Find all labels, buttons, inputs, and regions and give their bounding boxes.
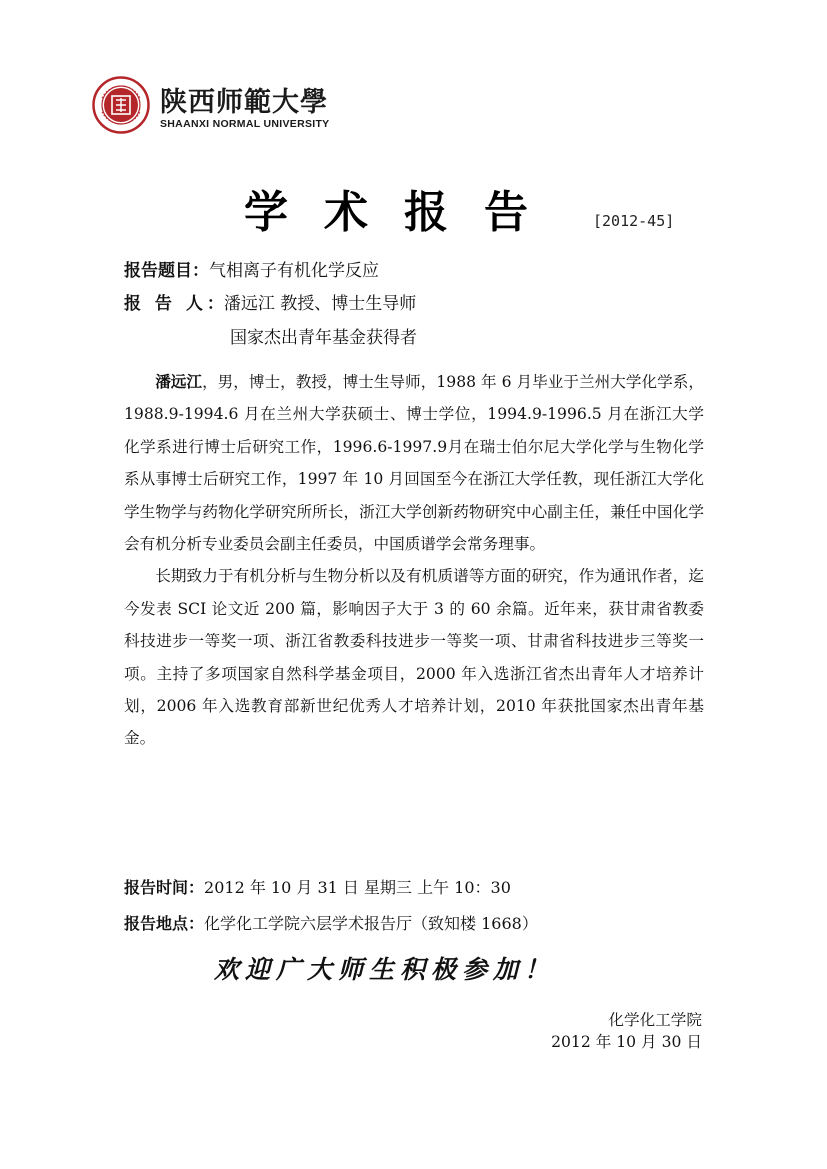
speaker-value: 潘远江 教授、博士生导师 <box>223 294 417 314</box>
time-line: 报告时间：2012 年 10 月 31 日 星期三 上午 10：30 <box>124 878 511 897</box>
time-value: 2012 年 10 月 31 日 星期三 上午 10：30 <box>204 878 511 897</box>
report-number: [2012-45] <box>593 212 675 230</box>
signature-date: 2012 年 10 月 30 日 <box>551 1033 702 1051</box>
bio-paragraph-2: 长期致力于有机分析与生物分析以及有机质谱等方面的研究，作为通讯作者，迄今发表 SCI 论文近 200 篇，影响因子大于 3 的 60 余篇。近年来，获甘肃省教委科技进步一等奖一项、浙江省教委科技进步一等奖一项、甘肃省科技进步三等奖一项。主持了多项国家自然科学基金项目，2000 年入选浙江省杰出青年人才培养计划，2006 年入选教育部新世纪优秀人才培养计划，2010 年获批国家杰出青年基金。 <box>124 567 704 748</box>
page-title: 学术报告 <box>244 187 564 238</box>
speaker-label: 报 告 人 <box>124 294 207 314</box>
speaker-line: 报 告 人：潘远江 教授、博士生导师 <box>124 294 417 314</box>
university-seal-icon <box>92 76 150 134</box>
topic-line: 报告题目：气相离子有机化学反应 <box>124 261 379 281</box>
speaker-honor: 国家杰出青年基金获得者 <box>230 328 417 348</box>
bio-paragraph-1: 潘远江，男，博士，教授，博士生导师，1988 年 6 月毕业于兰州大学化学系，1988.9-1994.6 月在兰州大学获硕士、博士学位，1994.9-1996.5 月在浙江大学化学系进行博士后研究工作，1996.6-1997.9月在瑞士伯尔尼大学化学与生物化学系从事博士后研究工作，1997 年 10 月回国至今在浙江大学任教，现任浙江大学化学生物学与药物化学研究所所长，浙江大学创新药物研究中心副主任，兼任中国化学会有机分析专业委员会副主任委员，中国质谱学会常务理事。 <box>124 372 704 554</box>
signature-org: 化学化工学院 <box>608 1011 702 1029</box>
university-logo <box>92 76 342 136</box>
place-label: 报告地点 <box>124 914 189 933</box>
welcome-message: 欢迎广大师生积极参加！ <box>214 955 556 984</box>
topic-label: 报告题目 <box>124 261 192 281</box>
place-line: 报告地点：化学化工学院六层学术报告厅（致知楼 1668） <box>124 914 538 933</box>
speaker-bio <box>124 366 704 755</box>
university-name-en: SHAANXI NORMAL UNIVERSITY <box>160 118 330 130</box>
topic-value: 气相离子有机化学反应 <box>209 261 379 281</box>
place-value: 化学化工学院六层学术报告厅（致知楼 1668） <box>204 914 538 933</box>
speaker-name: 潘远江 <box>155 372 203 391</box>
university-name-cn: 陕西师範大學 <box>160 87 328 118</box>
time-label: 报告时间 <box>124 878 189 897</box>
